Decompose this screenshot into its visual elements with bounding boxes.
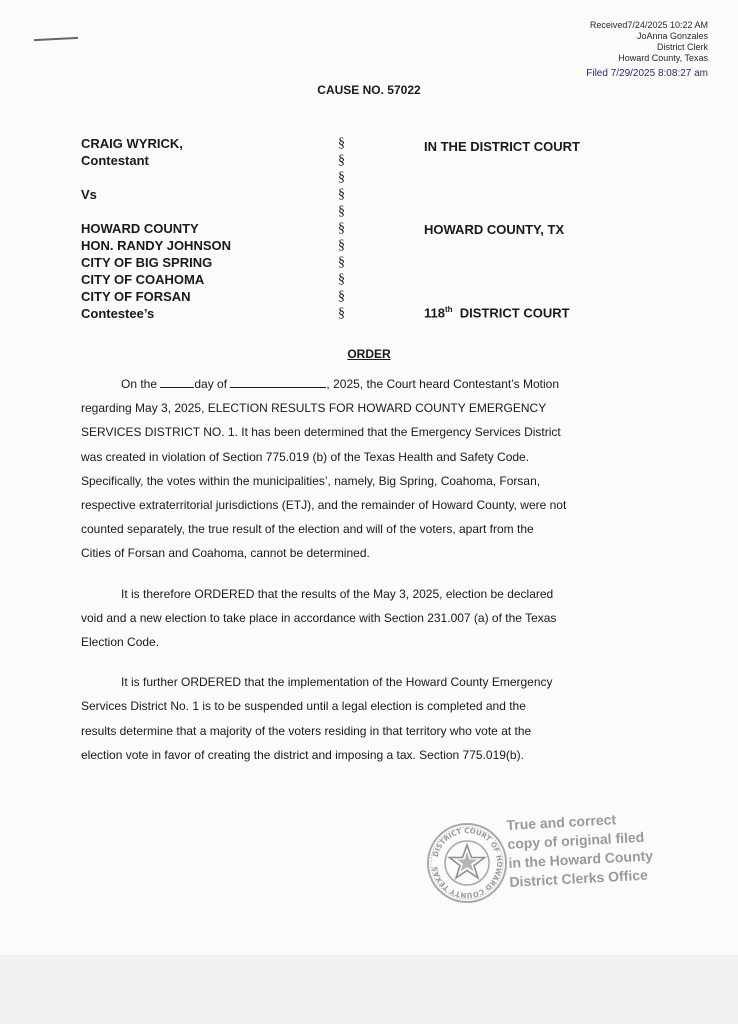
- section-mark: §: [338, 289, 345, 304]
- party-line: [81, 203, 311, 220]
- received-line: Received7/24/2025 10:22 AM: [589, 20, 708, 30]
- county-heading: HOWARD COUNTY, TX: [424, 222, 565, 237]
- party-line: CITY OF BIG SPRING: [81, 255, 213, 270]
- order-title: ORDER: [347, 347, 391, 361]
- district-court-heading: [424, 305, 570, 320]
- svg-text:DISTRICT COURT OF HOWARD COUNT: DISTRICT COURT OF HOWARD COUNTY TEXAS: [431, 826, 504, 900]
- scan-mark: [34, 37, 78, 41]
- section-mark: §: [338, 272, 345, 287]
- clerk-title: District Clerk: [657, 42, 708, 52]
- caption-parties: [81, 135, 311, 322]
- received-stamp: [590, 20, 708, 64]
- party-line: CITY OF FORSAN: [81, 289, 191, 304]
- paragraph-line: [81, 372, 641, 396]
- district-number: 118: [424, 305, 445, 321]
- section-mark: §: [338, 238, 345, 253]
- county-seal-icon: [426, 822, 508, 904]
- paragraph-gap: [81, 566, 641, 582]
- section-mark: §: [338, 136, 345, 151]
- certification-line: copy of original filed: [507, 828, 645, 852]
- section-mark: §: [338, 204, 345, 219]
- order-text: day of: [194, 377, 228, 391]
- party-line: CRAIG WYRICK,: [81, 136, 183, 151]
- party-line: Contestant: [81, 153, 149, 168]
- paragraph-gap: [81, 654, 641, 670]
- certification-line: in the Howard County: [508, 847, 654, 871]
- order-body: [81, 372, 641, 767]
- party-line: Vs: [81, 187, 97, 202]
- section-mark: §: [338, 187, 345, 202]
- order-text: On the: [121, 377, 158, 391]
- clerk-county: Howard County, Texas: [618, 53, 708, 63]
- paragraph-line: It is therefore ORDERED that the results of the May 3, 2025, election be declared: [121, 586, 554, 601]
- paragraph-line: Specifically, the votes within the municipalities’, namely, Big Spring, Coahoma, Forsan,: [81, 473, 541, 488]
- section-mark: §: [338, 255, 345, 270]
- paragraph-line: was created in violation of Section 775.019 (b) of the Texas Health and Safety Code.: [81, 449, 530, 464]
- cause-number: CAUSE NO. 57022: [317, 83, 421, 97]
- section-mark: §: [338, 306, 345, 321]
- section-mark: §: [338, 153, 345, 168]
- section-mark: §: [338, 221, 345, 236]
- paragraph-line: Election Code.: [81, 635, 160, 650]
- filed-stamp: Filed 7/29/2025 8:08:27 am: [586, 68, 708, 79]
- party-line: CITY OF COAHOMA: [81, 272, 205, 287]
- paragraph-line: results determine that a majority of the voters residing in that territory who vote at the: [81, 723, 532, 738]
- month-blank: [230, 375, 326, 388]
- paragraph-line: respective extraterritorial jurisdictions (ETJ), and the remainder of Howard County, were not: [81, 498, 567, 513]
- paragraph-line: void and a new election to take place in accordance with Section 231.007 (a) of the Texas: [81, 610, 557, 625]
- certification-line: District Clerks Office: [509, 866, 649, 890]
- paragraph-line: regarding May 3, 2025, ELECTION RESULTS FOR HOWARD COUNTY EMERGENCY: [81, 401, 547, 416]
- section-mark: §: [338, 170, 345, 185]
- section-marks: [338, 135, 345, 322]
- paragraph-line: SERVICES DISTRICT NO. 1. It has been determined that the Emergency Services District: [81, 425, 561, 440]
- clerk-name: JoAnna Gonzales: [636, 31, 708, 41]
- paragraph-line: Services District No. 1 is to be suspended until a legal election is completed and the: [81, 699, 526, 714]
- party-line: Contestee’s: [81, 306, 155, 321]
- paragraph-line: It is further ORDERED that the implementation of the Howard County Emergency: [121, 675, 553, 690]
- order-text: , 2025, the Court heard Contestant’s Motion: [326, 377, 560, 391]
- party-line: [81, 169, 311, 186]
- paragraph-line: election vote in favor of creating the district and imposing a tax. Section 775.019(b).: [81, 747, 524, 762]
- party-line: HOWARD COUNTY: [81, 221, 199, 236]
- court-heading: IN THE DISTRICT COURT: [424, 139, 580, 154]
- scan-background: [0, 955, 738, 1024]
- district-label: DISTRICT COURT: [459, 305, 570, 321]
- day-blank: [160, 375, 194, 388]
- certification-line: True and correct: [506, 811, 617, 833]
- paragraph-line: counted separately, the true result of the election and will of the voters, apart from the: [81, 522, 534, 537]
- district-suffix: th: [444, 305, 453, 314]
- paragraph-line: Cities of Forsan and Coahoma, cannot be determined.: [81, 546, 370, 561]
- party-line: HON. RANDY JOHNSON: [81, 238, 232, 253]
- certification-stamp: [506, 808, 654, 891]
